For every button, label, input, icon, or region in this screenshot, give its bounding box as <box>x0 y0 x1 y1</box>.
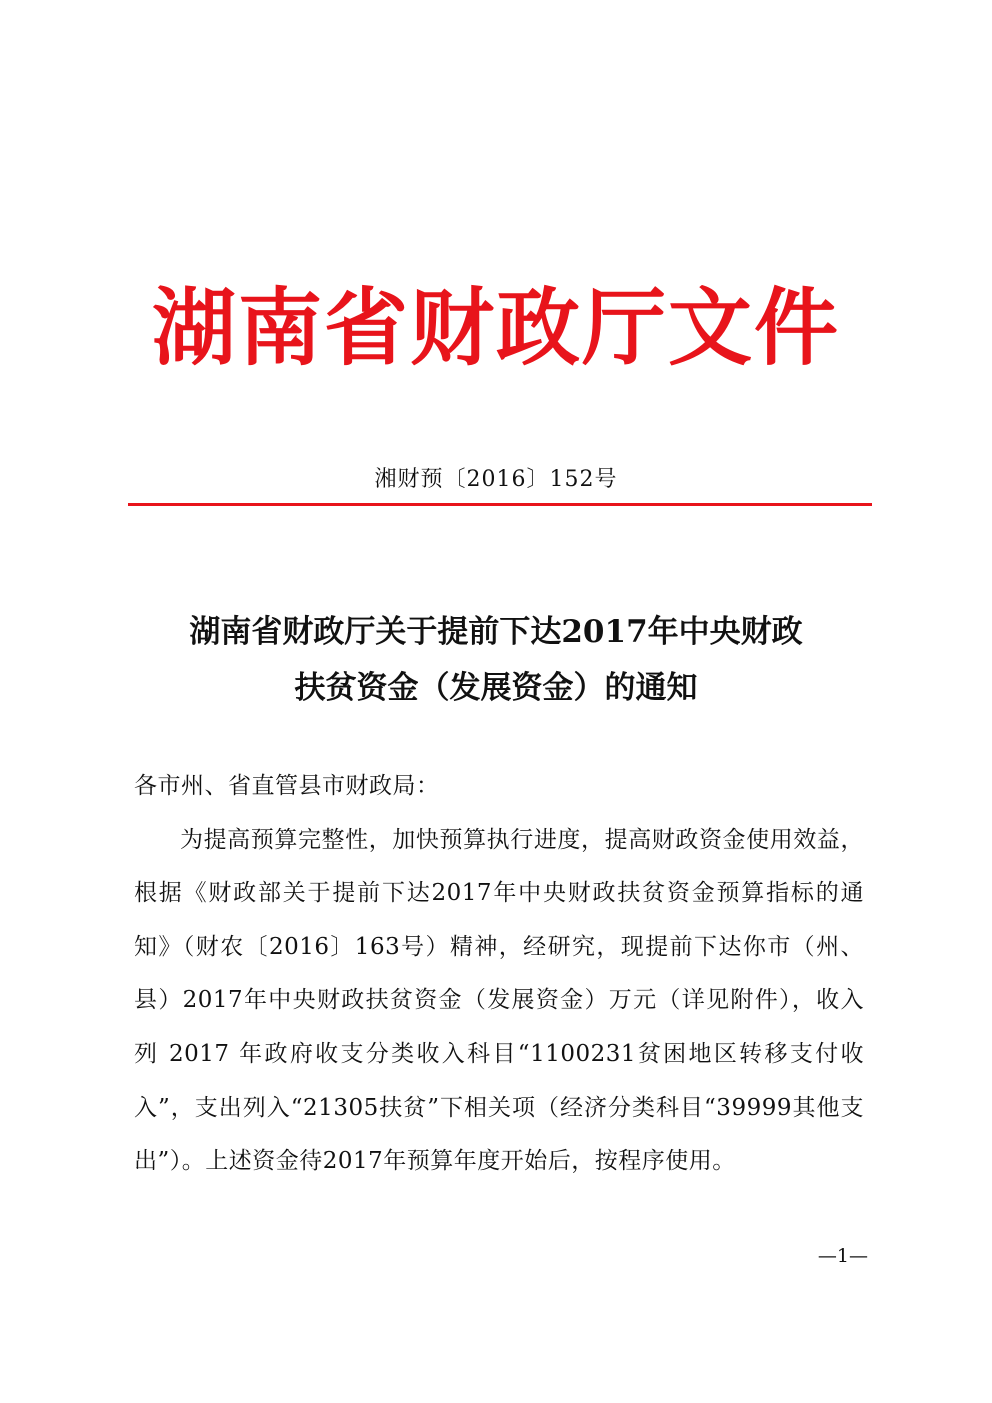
red-separator-line <box>128 503 872 506</box>
page-number: —1— <box>817 1245 868 1267</box>
title-line-1: 湖南省财政厅关于提前下达2017年中央财政 <box>189 614 803 650</box>
document-title <box>100 604 892 716</box>
document-masthead: 湖南省财政厅文件 <box>151 279 840 377</box>
body-paragraph: 为提高预算完整性，加快预算执行进度，提高财政资金使用效益，根据《财政部关于提前下达2017年中央财政扶贫资金预算指标的通知》（财农〔2016〕163号）精神，经研究，现提前下达你市（州、县）2017年中央财政扶贫资金（发展资金）万元（详见附件），收入列 2017 年政府收支分类收入科目“1100231贫困地区转移支付收入”，支出列入“21305扶贫”下相关项（经济分类科目“39999其他支出”）。上述资金待2017年预算年度开始后，按程序使用。 <box>134 826 864 1175</box>
salutation: 各市州、省直管县市财政局： <box>134 773 440 799</box>
document-body <box>134 760 864 1189</box>
document-number: 湘财预〔2016〕152号 <box>374 467 618 492</box>
title-line-2: 扶贫资金（发展资金）的通知 <box>294 670 698 706</box>
